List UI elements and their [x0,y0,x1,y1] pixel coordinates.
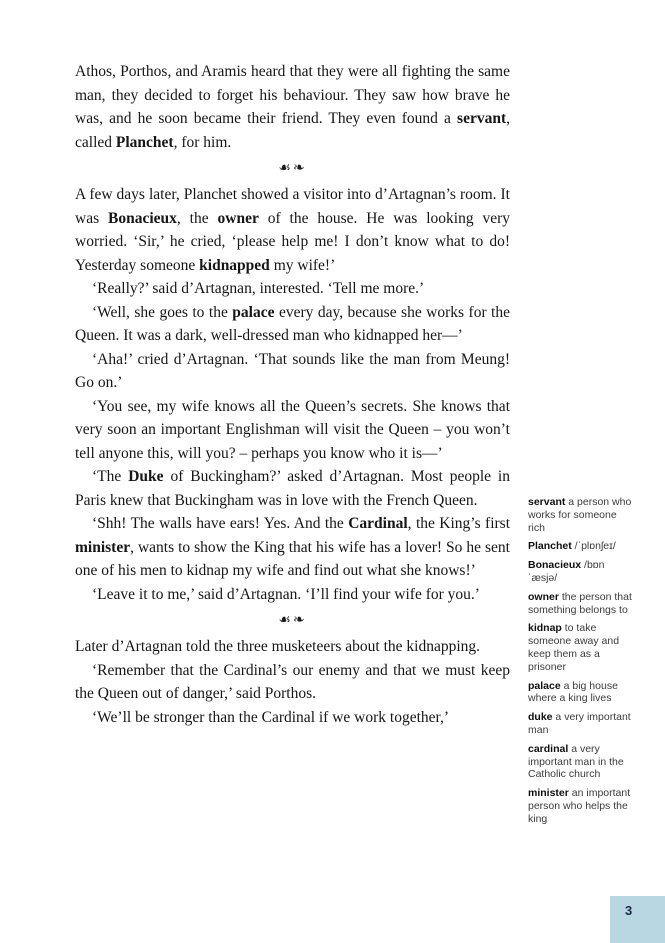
glossary-definition: a very important man in the Catholic church [528,742,624,781]
paragraph: ‘The Duke of Buckingham?’ asked d’Artagnan. Most people in Paris knew that Buckingham was in love with the French Queen. [75,468,510,509]
vocab-word: owner [217,209,259,227]
paragraph: Later d’Artagnan told the three musketeers about the kidnapping. [75,638,481,655]
glossary-entry [528,622,632,673]
section-ornament-icon: ☙❧ [278,612,307,628]
glossary-term: duke [528,711,553,724]
paragraph: ‘We’ll be stronger than the Cardinal if we work together,’ [92,708,450,726]
section-ornament-icon: ☙❧ [278,160,307,176]
vocab-word: servant [457,110,507,127]
paragraph: Athos, Porthos, and Aramis heard that they were all fighting the same man, they decided to forget his behaviour. They saw how brave he was, and he soon became their friend. They even found a servant, called Planchet, for him. [75,63,510,151]
glossary-term: kidnap [528,622,562,635]
glossary-entry [528,787,632,825]
glossary-entry [528,680,632,706]
glossary-term: Bonacieux [528,559,582,572]
glossary-definition: to take someone away and keep them as a prisoner [528,622,620,673]
glossary-entry [528,559,632,585]
glossary-definition: a very important man [528,711,631,736]
glossary-definition: the person that something belongs to [528,590,632,616]
glossary-entry [528,591,632,617]
glossary-definition: a big house where a king lives [528,679,618,705]
paragraph: A few days later, Planchet showed a visitor into d’Artagnan’s room. It was Bonacieux, the owner of the house. He was looking very worried. ‘Sir,’ he cried, ‘please help me! I don’t know what to do! Yesterday someone kidnapped my wife!’ [75,186,511,274]
vocab-word: Bonacieux [108,209,177,227]
paragraph: ‘Leave it to me,’ said d’Artagnan. ‘I’ll find your wife for you.’ [92,585,480,603]
glossary-term: minister [528,787,569,800]
glossary-definition: an important person who helps the king [528,787,631,825]
glossary-entry [528,496,632,534]
glossary-entry [528,711,632,737]
paragraph: ‘Really?’ said d’Artagnan, interested. ‘Tell me more.’ [92,280,425,297]
glossary-term: servant [528,496,566,508]
vocab-word: Duke [128,468,164,485]
paragraph: ‘Aha!’ cried d’Artagnan. ‘That sounds like the man from Meung! Go on.’ [75,350,510,391]
glossary-entry [528,540,632,553]
vocab-word: Cardinal [348,515,408,532]
glossary-entry [528,743,632,781]
glossary-term: Planchet [528,540,572,553]
page-number: 3 [625,903,633,918]
glossary-definition: /bɒnˈæsjə/ [528,559,605,584]
glossary-sidebar [528,496,632,832]
paragraph: ‘Well, she goes to the palace every day, because she works for the Queen. It was a dark, well-dressed man who kidnapped her—’ [75,303,510,344]
paragraph: ‘Shh! The walls have ears! Yes. And the Cardinal, the King’s first minister, wants to show the King that his wife has a lover! So he sent one of his men to kidnap my wife and find out what she knows!’ [75,515,511,579]
paragraph: ‘Remember that the Cardinal’s our enemy and that we must keep the Queen out of danger,’ said Porthos. [75,661,510,702]
story-text [75,60,510,729]
vocab-word: kidnapped [199,256,270,274]
vocab-word: palace [232,303,275,321]
glossary-definition: a person who works for someone rich [528,496,632,534]
glossary-term: owner [528,590,559,603]
vocab-word: Planchet [115,133,174,151]
paragraph: ‘You see, my wife knows all the Queen’s secrets. She knows that very soon an important Englishman will visit the Queen – you won’t tell anyone this, will you? – perhaps you know who it is—’ [75,397,510,462]
glossary-term: cardinal [528,742,569,755]
glossary-term: palace [528,679,561,692]
page-number-box [610,896,665,943]
glossary-definition: /ˈplɒnʃeɪ/ [571,540,616,553]
vocab-word: minister [75,538,131,556]
